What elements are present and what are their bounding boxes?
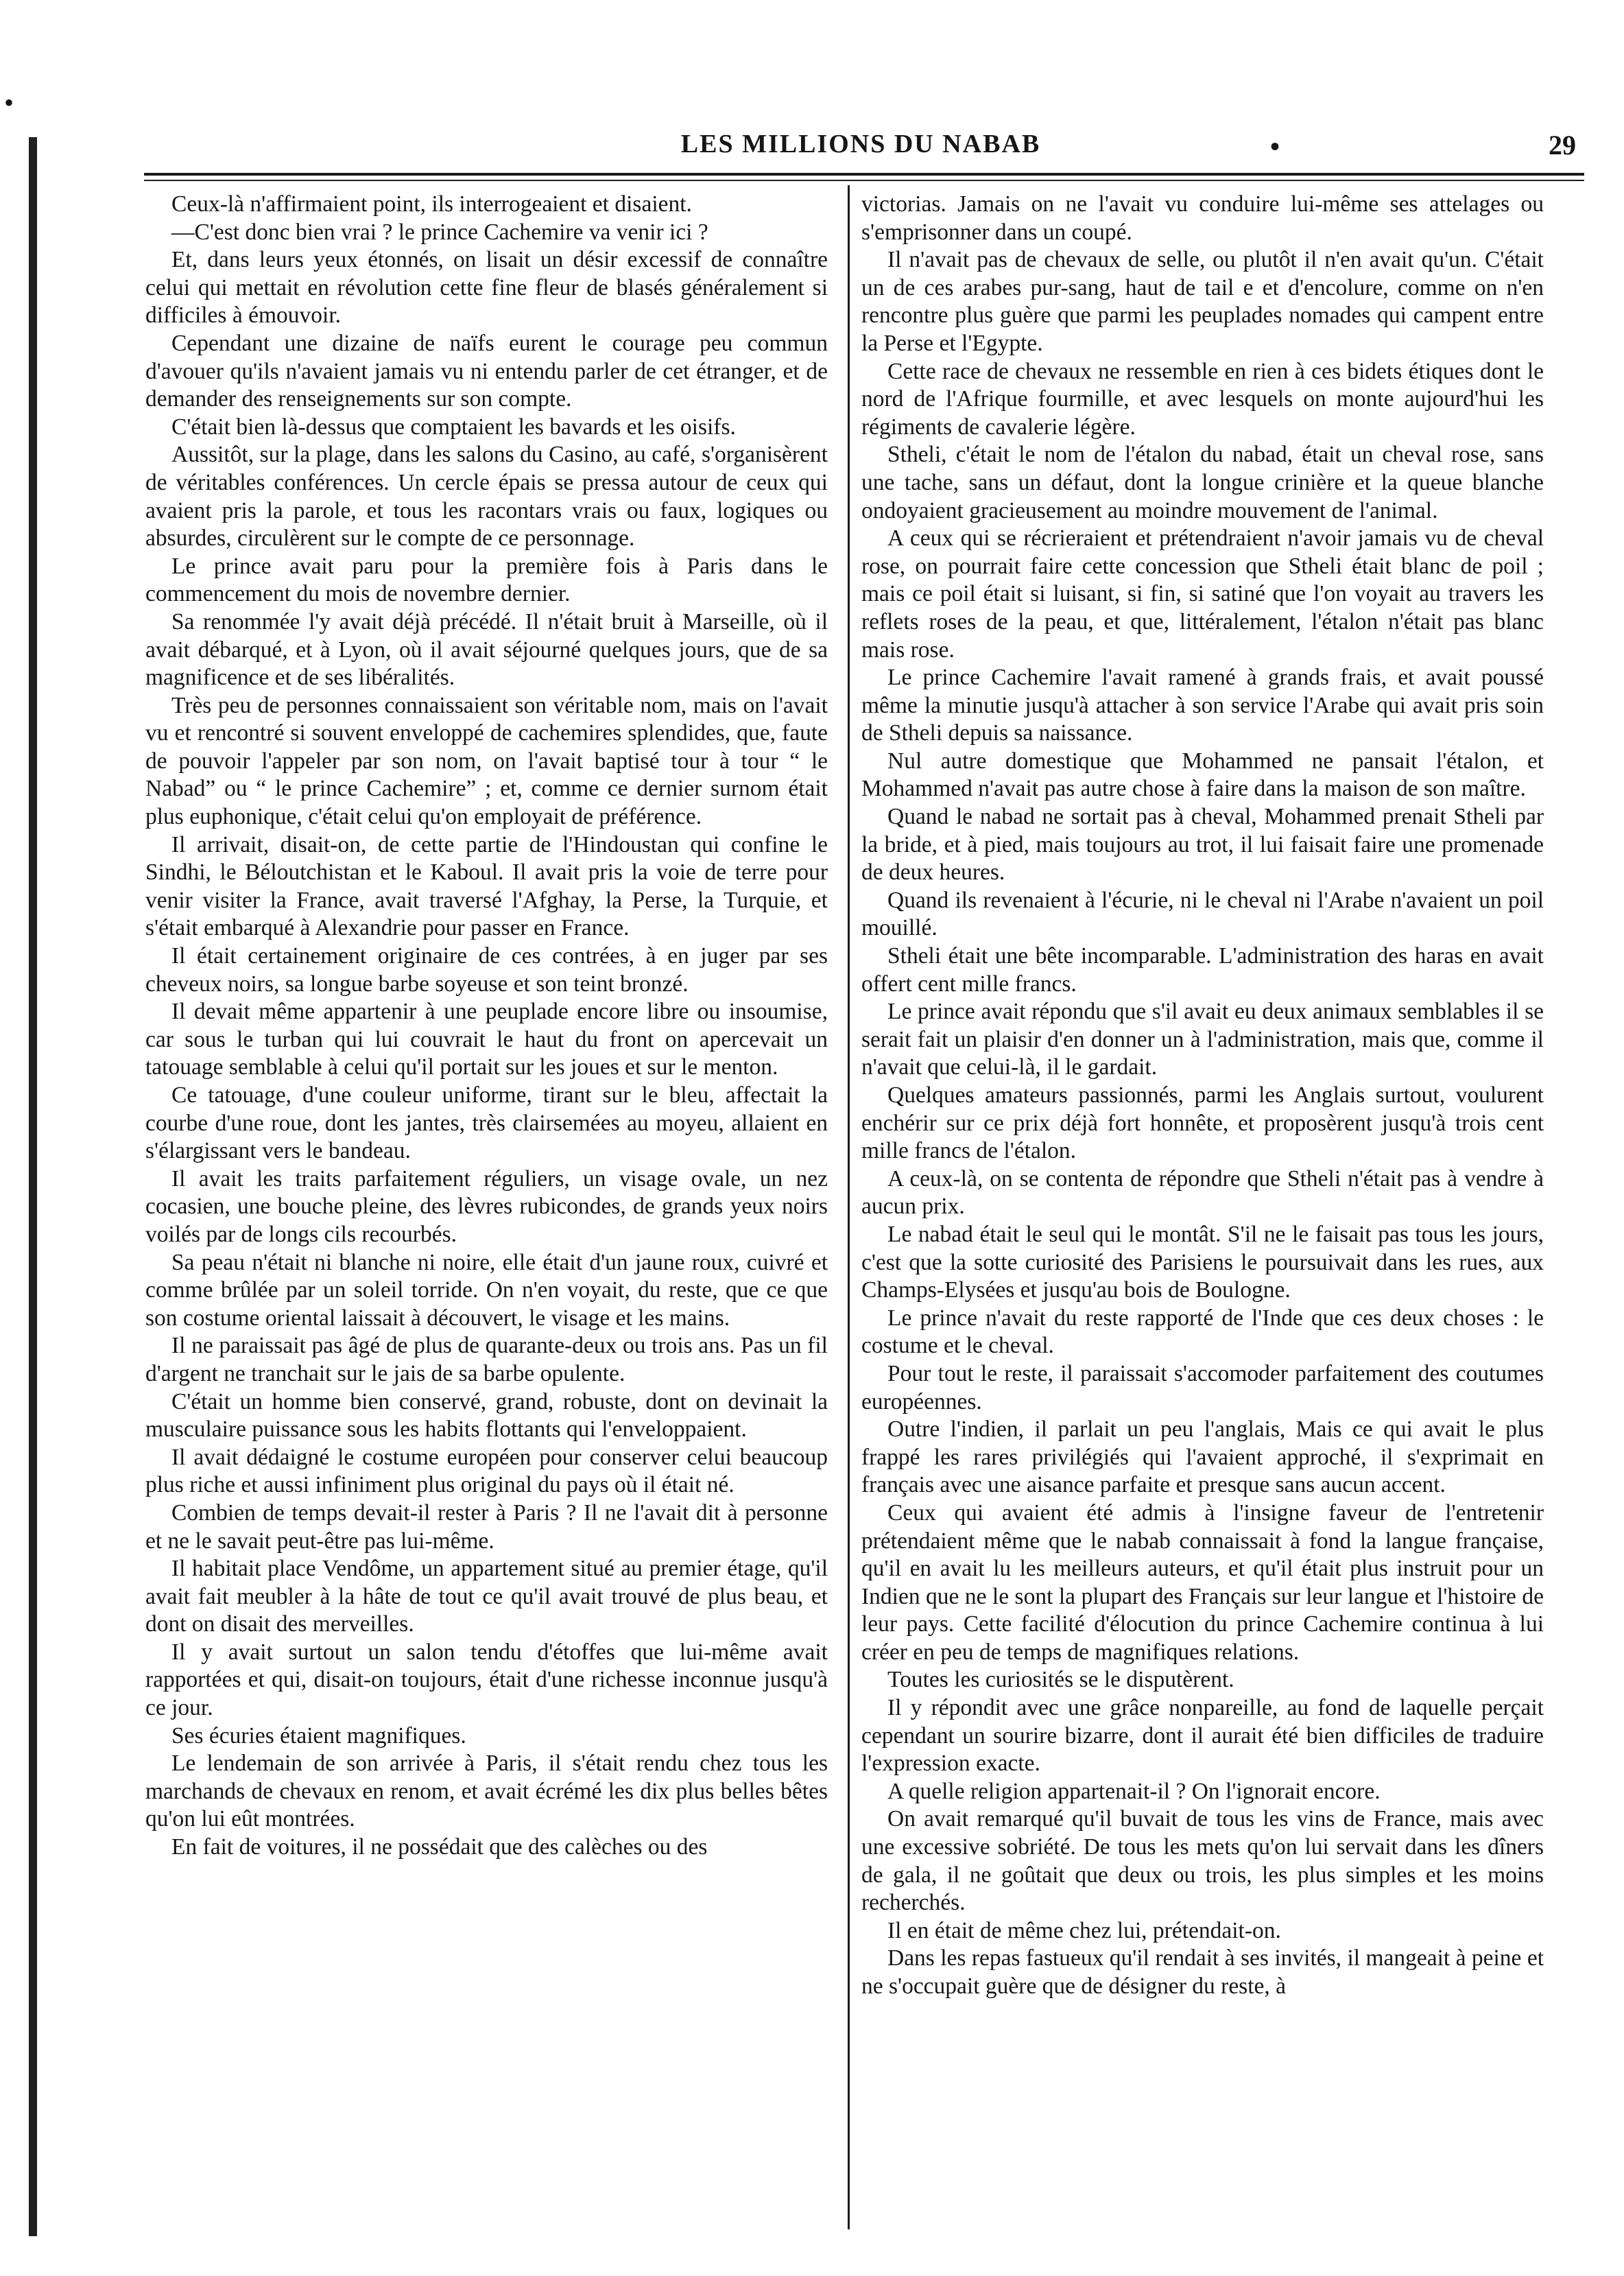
- paragraph: A ceux qui se récrieraient et prétendraient n'avoir jamais vu de cheval rose, on pourrait faire cette concession que Stheli était blanc de poil ; mais ce poil était si luisant, si fin, si satiné que l'on voyait au travers les reflets roses de la peau, et que, littéralement, l'étalon n'était pas blanc mais rose.: [861, 525, 1544, 663]
- binding-shadow: [29, 137, 37, 2236]
- paragraph: Quelques amateurs passionnés, parmi les Anglais surtout, voulurent enchérir sur ce prix déjà fort honnête, et proposèrent jusqu'à trois cent mille francs de l'étalon.: [861, 1082, 1544, 1164]
- paragraph: Quand le nabad ne sortait pas à cheval, Mohammed prenait Stheli par la bride, et à pied, mais toujours au trot, il lui faisait faire une promenade de deux heures.: [861, 804, 1544, 886]
- paragraph: Cette race de chevaux ne ressemble en rien à ces bidets étiques dont le nord de l'Afrique fourmille, et avec lesquels on monte aujourd'hui les régiments de cavalerie légère.: [861, 358, 1544, 440]
- paragraph: A ceux-là, on se contenta de répondre que Stheli n'était pas à vendre à aucun prix.: [861, 1165, 1544, 1220]
- paragraph: Très peu de personnes connaissaient son véritable nom, mais on l'avait vu et rencontré si souvent enveloppé de cachemires splendides, que, faute de pouvoir l'appeler par son nom, on l'avait baptisé tour à tour “ le Nabad” ou “ le prince Cachemire” ; et, comme ce dernier surnom était plus euphonique, c'était celui qu'on employait de préférence.: [145, 692, 828, 830]
- paragraph: Le lendemain de son arrivée à Paris, il s'était rendu chez tous les marchands de chevaux en renom, et avait écrémé les dix plus belles bêtes qu'on lui eût montrées.: [145, 1751, 828, 1832]
- header-dot: •: [1270, 131, 1280, 162]
- paragraph: Il arrivait, disait-on, de cette partie de l'Hindoustan qui confine le Sindhi, le Béloutchistan et le Kaboul. Il avait pris la voie de terre pour venir visiter la France, avait traversé l'Afghay, la Perse, la Turquie, et s'était embarqué à Alexandrie pour passer en France.: [145, 831, 828, 941]
- paragraph: Il y avait surtout un salon tendu d'étoffes que lui-même avait rapportées et qui, disait-on toujours, était d'une richesse inconnue jusqu'à ce jour.: [145, 1639, 828, 1721]
- page-number: 29: [1549, 130, 1576, 161]
- paragraph: Il avait dédaigné le costume européen pour conserver celui beaucoup plus riche et aussi infiniment plus original du pays où il était né.: [145, 1444, 828, 1498]
- paragraph: Il ne paraissait pas âgé de plus de quarante-deux ou trois ans. Pas un fil d'argent ne tranchait sur le jais de sa barbe opulente.: [145, 1333, 828, 1386]
- paragraph: Stheli était une bête incomparable. L'administration des haras en avait offert cent mille francs.: [861, 943, 1544, 997]
- paragraph: Ce tatouage, d'une couleur uniforme, tirant sur le bleu, affectait la courbe d'une roue, dont les jantes, très clairsemées au moyeu, allaient en s'élargissant vers le bandeau.: [145, 1082, 828, 1164]
- column-divider: [848, 185, 850, 2229]
- paragraph: Le prince n'avait du reste rapporté de l'Inde que ces deux choses : le costume et le cheval.: [861, 1305, 1544, 1359]
- paragraph: Le prince avait paru pour la première fois à Paris dans le commencement du mois de novembre dernier.: [145, 553, 828, 607]
- page-header: [137, 129, 1584, 170]
- paragraph: Le prince Cachemire l'avait ramené à grands frais, et avait poussé même la minutie jusqu'à attacher à son service l'Arabe qui avait pris soin de Stheli depuis sa naissance.: [861, 665, 1544, 746]
- paragraph: Pour tout le reste, il paraissait s'accomoder parfaitement des coutumes européennes.: [861, 1360, 1544, 1414]
- paragraph: Le nabad était le seul qui le montât. S'il ne le faisait pas tous les jours, c'est que la sotte curiosité des Parisiens le poursuivait dans les rues, aux Champs-Elysées et jusqu'au bois de Boulogne.: [861, 1221, 1544, 1303]
- paragraph: Il y répondit avec une grâce nonpareille, au fond de laquelle perçait cependant un sourire bizarre, dont il aurait été bien difficiles de traduire l'expression exacte.: [861, 1695, 1544, 1777]
- paragraph: Il habitait place Vendôme, un appartement situé au premier étage, qu'il avait fait meubler à la hâte de tout ce qu'il avait trouvé de plus beau, et dont on disait des merveilles.: [145, 1556, 828, 1637]
- paragraph: En fait de voitures, il ne possédait que des calèches ou des: [171, 1834, 708, 1860]
- paragraph: Sa peau n'était ni blanche ni noire, elle était d'un jaune roux, cuivré et comme brûlée par un soleil torride. On n'en voyait, du reste, que ce que son costume oriental laissait à découvert, le visage et les mains.: [145, 1249, 828, 1331]
- paragraph: Le prince avait répondu que s'il avait eu deux animaux semblables il se serait fait un plaisir d'en donner un à l'administration, mais que, comme il n'avait que celui-là, il le gardait.: [861, 999, 1544, 1080]
- paragraph: Ses écuries étaient magnifiques.: [171, 1722, 466, 1749]
- paragraph: Sa renommée l'y avait déjà précédé. Il n'était bruit à Marseille, où il avait débarqué, et à Lyon, où il avait séjourné quelques jours, que de sa magnificence et de ses libéralités.: [145, 608, 828, 691]
- paragraph: Nul autre domestique que Mohammed ne pansait l'étalon, et Mohammed n'avait pas autre chose à faire dans la maison de son maître.: [861, 748, 1544, 802]
- header-rule: [144, 173, 1584, 176]
- paragraph: Il était certainement originaire de ces contrées, à en juger par ses cheveux noirs, sa longue barbe soyeuse et son teint bronzé.: [145, 943, 828, 997]
- paragraph: On avait remarqué qu'il buvait de tous les vins de France, mais avec une excessive sobriété. De tous les mets qu'on lui servait dans les dîners de gala, il ne goûtait que deux ou trois, les plus simples et les moins recherchés.: [861, 1806, 1544, 1916]
- paragraph: A quelle religion appartenait-il ? On l'ignorait encore.: [887, 1778, 1381, 1804]
- paragraph: Dans les repas fastueux qu'il rendait à ses invités, il mangeait à peine et ne s'occupait guère que de désigner du reste, à: [861, 1945, 1544, 1999]
- paragraph: Aussitôt, sur la plage, dans les salons du Casino, au café, s'organisèrent de véritables conférences. Un cercle épais se pressa autour de ceux qui avaient pris la parole, et tous les racontars vrais ou faux, logiques ou absurdes, circulèrent sur le compte de ce personnage.: [145, 442, 828, 552]
- paragraph: Il avait les traits parfaitement réguliers, un visage ovale, un nez cocasien, une bouche pleine, des lèvres rubicondes, de grands yeux noirs voilés par de longs cils recourbés.: [145, 1165, 828, 1247]
- paragraph: —C'est donc bien vrai ? le prince Cachemire va venir ici ?: [171, 219, 708, 245]
- paragraph: Ceux-là n'affirmaient point, ils interrogeaient et disaient.: [171, 191, 692, 217]
- running-title: LES MILLIONS DU NABAB: [680, 130, 1041, 158]
- margin-mark: •: [4, 87, 14, 118]
- paragraph: Il en était de même chez lui, prétendait-on.: [887, 1917, 1281, 1943]
- header-rule-thin: [144, 180, 1584, 181]
- left-column: [145, 191, 828, 2235]
- paragraph: Toutes les curiosités se le disputèrent.: [887, 1667, 1234, 1693]
- right-column: [861, 191, 1544, 2235]
- paragraph: Ceux qui avaient été admis à l'insigne faveur de l'entretenir prétendaient même que le nabab connaissait à fond la langue française, qu'il en avait lu les meilleurs auteurs, et qu'il était plus instruit pour un Indien que ne le sont la plupart des Français sur leur langue et l'histoire de leur pays. Cette facilité d'élocution du prince Cachemire continua à lui créer en peu de temps de magnifiques relations.: [861, 1499, 1544, 1665]
- paragraph: Stheli, c'était le nom de l'étalon du nabad, était un cheval rose, sans une tache, sans un défaut, dont la longue crinière et la queue blanche ondoyaient gracieusement au moindre mouvement de l'animal.: [861, 442, 1544, 523]
- paragraph: Combien de temps devait-il rester à Paris ? Il ne l'avait dit à personne et ne le savait peut-être pas lui-même.: [145, 1499, 828, 1554]
- paragraph: Il devait même appartenir à une peuplade encore libre ou insoumise, car sous le turban qui lui couvrait le haut du front on apercevait un tatouage semblable à celui qu'il portait sur les joues et sur le menton.: [145, 999, 828, 1080]
- paragraph: victorias. Jamais on ne l'avait vu conduire lui-même ses attelages ou s'emprisonner dans un coupé.: [861, 191, 1544, 245]
- paragraph: C'était un homme bien conservé, grand, robuste, dont on devinait la musculaire puissance sous les habits flottants qui l'enveloppaient.: [145, 1388, 828, 1443]
- paragraph: Quand ils revenaient à l'écurie, ni le cheval ni l'Arabe n'avaient un poil mouillé.: [861, 887, 1544, 941]
- paragraph: Et, dans leurs yeux étonnés, on lisait un désir excessif de connaître celui qui mettait en révolution cette fine fleur de blasés généralement si difficiles à émouvoir.: [145, 247, 828, 329]
- paragraph: Il n'avait pas de chevaux de selle, ou plutôt il n'en avait qu'un. C'était un de ces arabes pur-sang, haut de tail e et d'encolure, comme on n'en rencontre plus guère que parmi les peuplades nomades qui campent entre la Perse et l'Egypte.: [861, 247, 1544, 356]
- paragraph: Outre l'indien, il parlait un peu l'anglais, Mais ce qui avait le plus frappé les rares privilégiés qui l'avaient approché, il s'exprimait en français avec une aisance parfaite et presque sans aucun accent.: [861, 1416, 1544, 1498]
- paragraph: C'était bien là-dessus que comptaient les bavards et les oisifs.: [171, 414, 736, 440]
- paragraph: Cependant une dizaine de naïfs eurent le courage peu commun d'avouer qu'ils n'avaient jamais vu ni entendu parler de cet étranger, et de demander des renseignements sur son compte.: [145, 330, 828, 412]
